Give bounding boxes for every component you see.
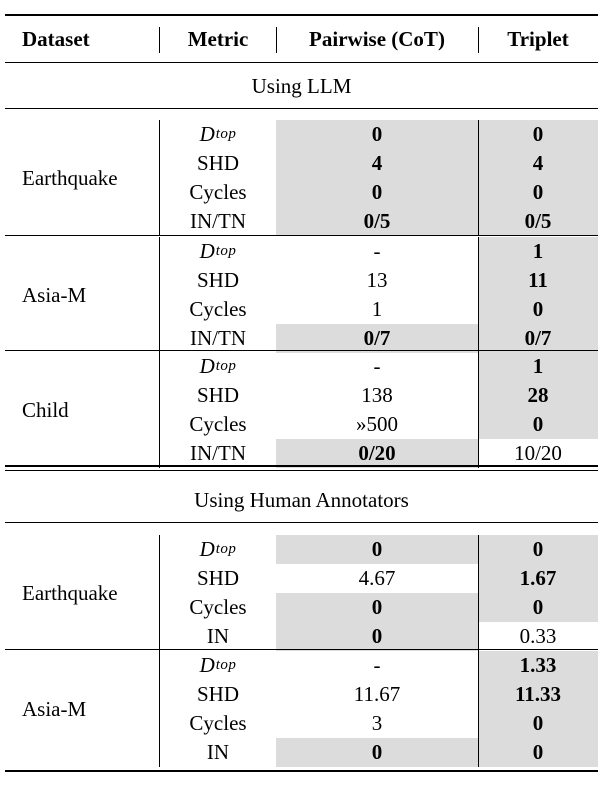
pairwise-value: - (373, 653, 381, 677)
dataset-label: Earthquake (22, 165, 118, 190)
triplet-value: 4 (532, 151, 544, 175)
header-pairwise: Pairwise (CoT) (309, 26, 445, 51)
triplet-value: 1 (532, 239, 544, 263)
metric-symbol: D (199, 537, 215, 561)
section-end-rule (5, 465, 598, 467)
metric-label: Cycles (189, 595, 247, 619)
metric-symbol: D (199, 354, 215, 378)
metric-label: IN/TN (190, 441, 246, 465)
header-triplet: Triplet (507, 26, 569, 51)
metric-symbol: D (199, 239, 215, 263)
triplet-value: 11 (528, 268, 548, 292)
triplet-value: 0 (532, 122, 544, 146)
triplet-value: 0 (532, 711, 544, 735)
pairwise-value: 0 (371, 595, 383, 619)
metric-label: SHD (196, 383, 239, 407)
triplet-value: 1.67 (519, 566, 557, 590)
metric-subscript: top (215, 126, 237, 142)
pairwise-value: 4.67 (358, 566, 396, 590)
triplet-value: 0/7 (524, 326, 552, 350)
metric-label: Cycles (189, 412, 247, 436)
header-metric: Metric (187, 26, 249, 51)
metric-label: Cycles (189, 180, 247, 204)
metric-subscript: top (215, 358, 237, 374)
pairwise-value: 0/20 (358, 441, 396, 465)
metric-label: SHD (196, 566, 239, 590)
metric-label: Cycles (189, 297, 247, 321)
metric-subscript: top (215, 541, 237, 557)
dataset-label: Earthquake (22, 580, 118, 605)
metric-label: SHD (196, 682, 239, 706)
pairwise-value: 0 (371, 122, 383, 146)
metric-subscript: top (215, 243, 237, 259)
triplet-value: 28 (527, 383, 549, 407)
metric-label (160, 651, 276, 680)
triplet-value: 0.33 (519, 624, 557, 648)
pairwise-value: 0 (371, 624, 383, 648)
section-title: Using LLM (251, 73, 352, 98)
triplet-value: 0 (532, 740, 544, 764)
section-rule (5, 108, 598, 109)
header-divider (159, 27, 160, 53)
dataset-label: Asia-M (22, 696, 87, 721)
triplet-value: 0/5 (524, 209, 552, 233)
metric-label: IN/TN (190, 209, 246, 233)
pairwise-value: - (373, 239, 381, 263)
header-divider (478, 27, 479, 53)
metric-symbol: D (199, 122, 215, 146)
metric-label: SHD (196, 268, 239, 292)
metric-label: IN (206, 624, 230, 648)
pairwise-value: 1 (371, 297, 383, 321)
triplet-value: 1.33 (519, 653, 557, 677)
metric-symbol: D (199, 653, 215, 677)
triplet-value: 0 (532, 297, 544, 321)
metric-label (160, 352, 276, 381)
section-end-rule (5, 470, 598, 471)
metric-label: SHD (196, 151, 239, 175)
bottom-rule (5, 770, 598, 772)
pairwise-value: 0/5 (363, 209, 391, 233)
group-rule (5, 235, 598, 236)
dataset-label: Asia-M (22, 282, 87, 307)
metric-subscript: top (215, 657, 237, 673)
triplet-value: 0 (532, 537, 544, 561)
group-rule (5, 649, 598, 650)
triplet-value: 0 (532, 180, 544, 204)
triplet-value: 0 (532, 412, 544, 436)
pairwise-value: 0 (371, 180, 383, 204)
header-rule (5, 62, 598, 63)
metric-label: Cycles (189, 711, 247, 735)
metric-label (160, 120, 276, 149)
pairwise-value: 0 (371, 537, 383, 561)
group-rule (5, 350, 598, 351)
metric-label: IN (206, 740, 230, 764)
metric-label (160, 535, 276, 564)
header-dataset: Dataset (22, 26, 90, 51)
triplet-value: 0 (532, 595, 544, 619)
section-title: Using Human Annotators (194, 487, 409, 512)
metric-label (160, 237, 276, 266)
top-rule (5, 14, 598, 16)
triplet-value: 11.33 (514, 682, 562, 706)
pairwise-value: 138 (361, 383, 393, 407)
pairwise-value: 3 (371, 711, 383, 735)
pairwise-value: 4 (371, 151, 383, 175)
pairwise-value: - (373, 354, 381, 378)
triplet-value: 1 (532, 354, 544, 378)
header-divider (276, 27, 277, 53)
pairwise-value: 13 (366, 268, 388, 292)
pairwise-value: 11.67 (353, 682, 401, 706)
pairwise-value: »500 (356, 412, 398, 436)
pairwise-value: 0/7 (363, 326, 391, 350)
section-rule (5, 522, 598, 523)
triplet-value: 10/20 (514, 441, 562, 465)
dataset-label: Child (22, 397, 69, 422)
pairwise-value: 0 (371, 740, 383, 764)
metric-label: IN/TN (190, 326, 246, 350)
